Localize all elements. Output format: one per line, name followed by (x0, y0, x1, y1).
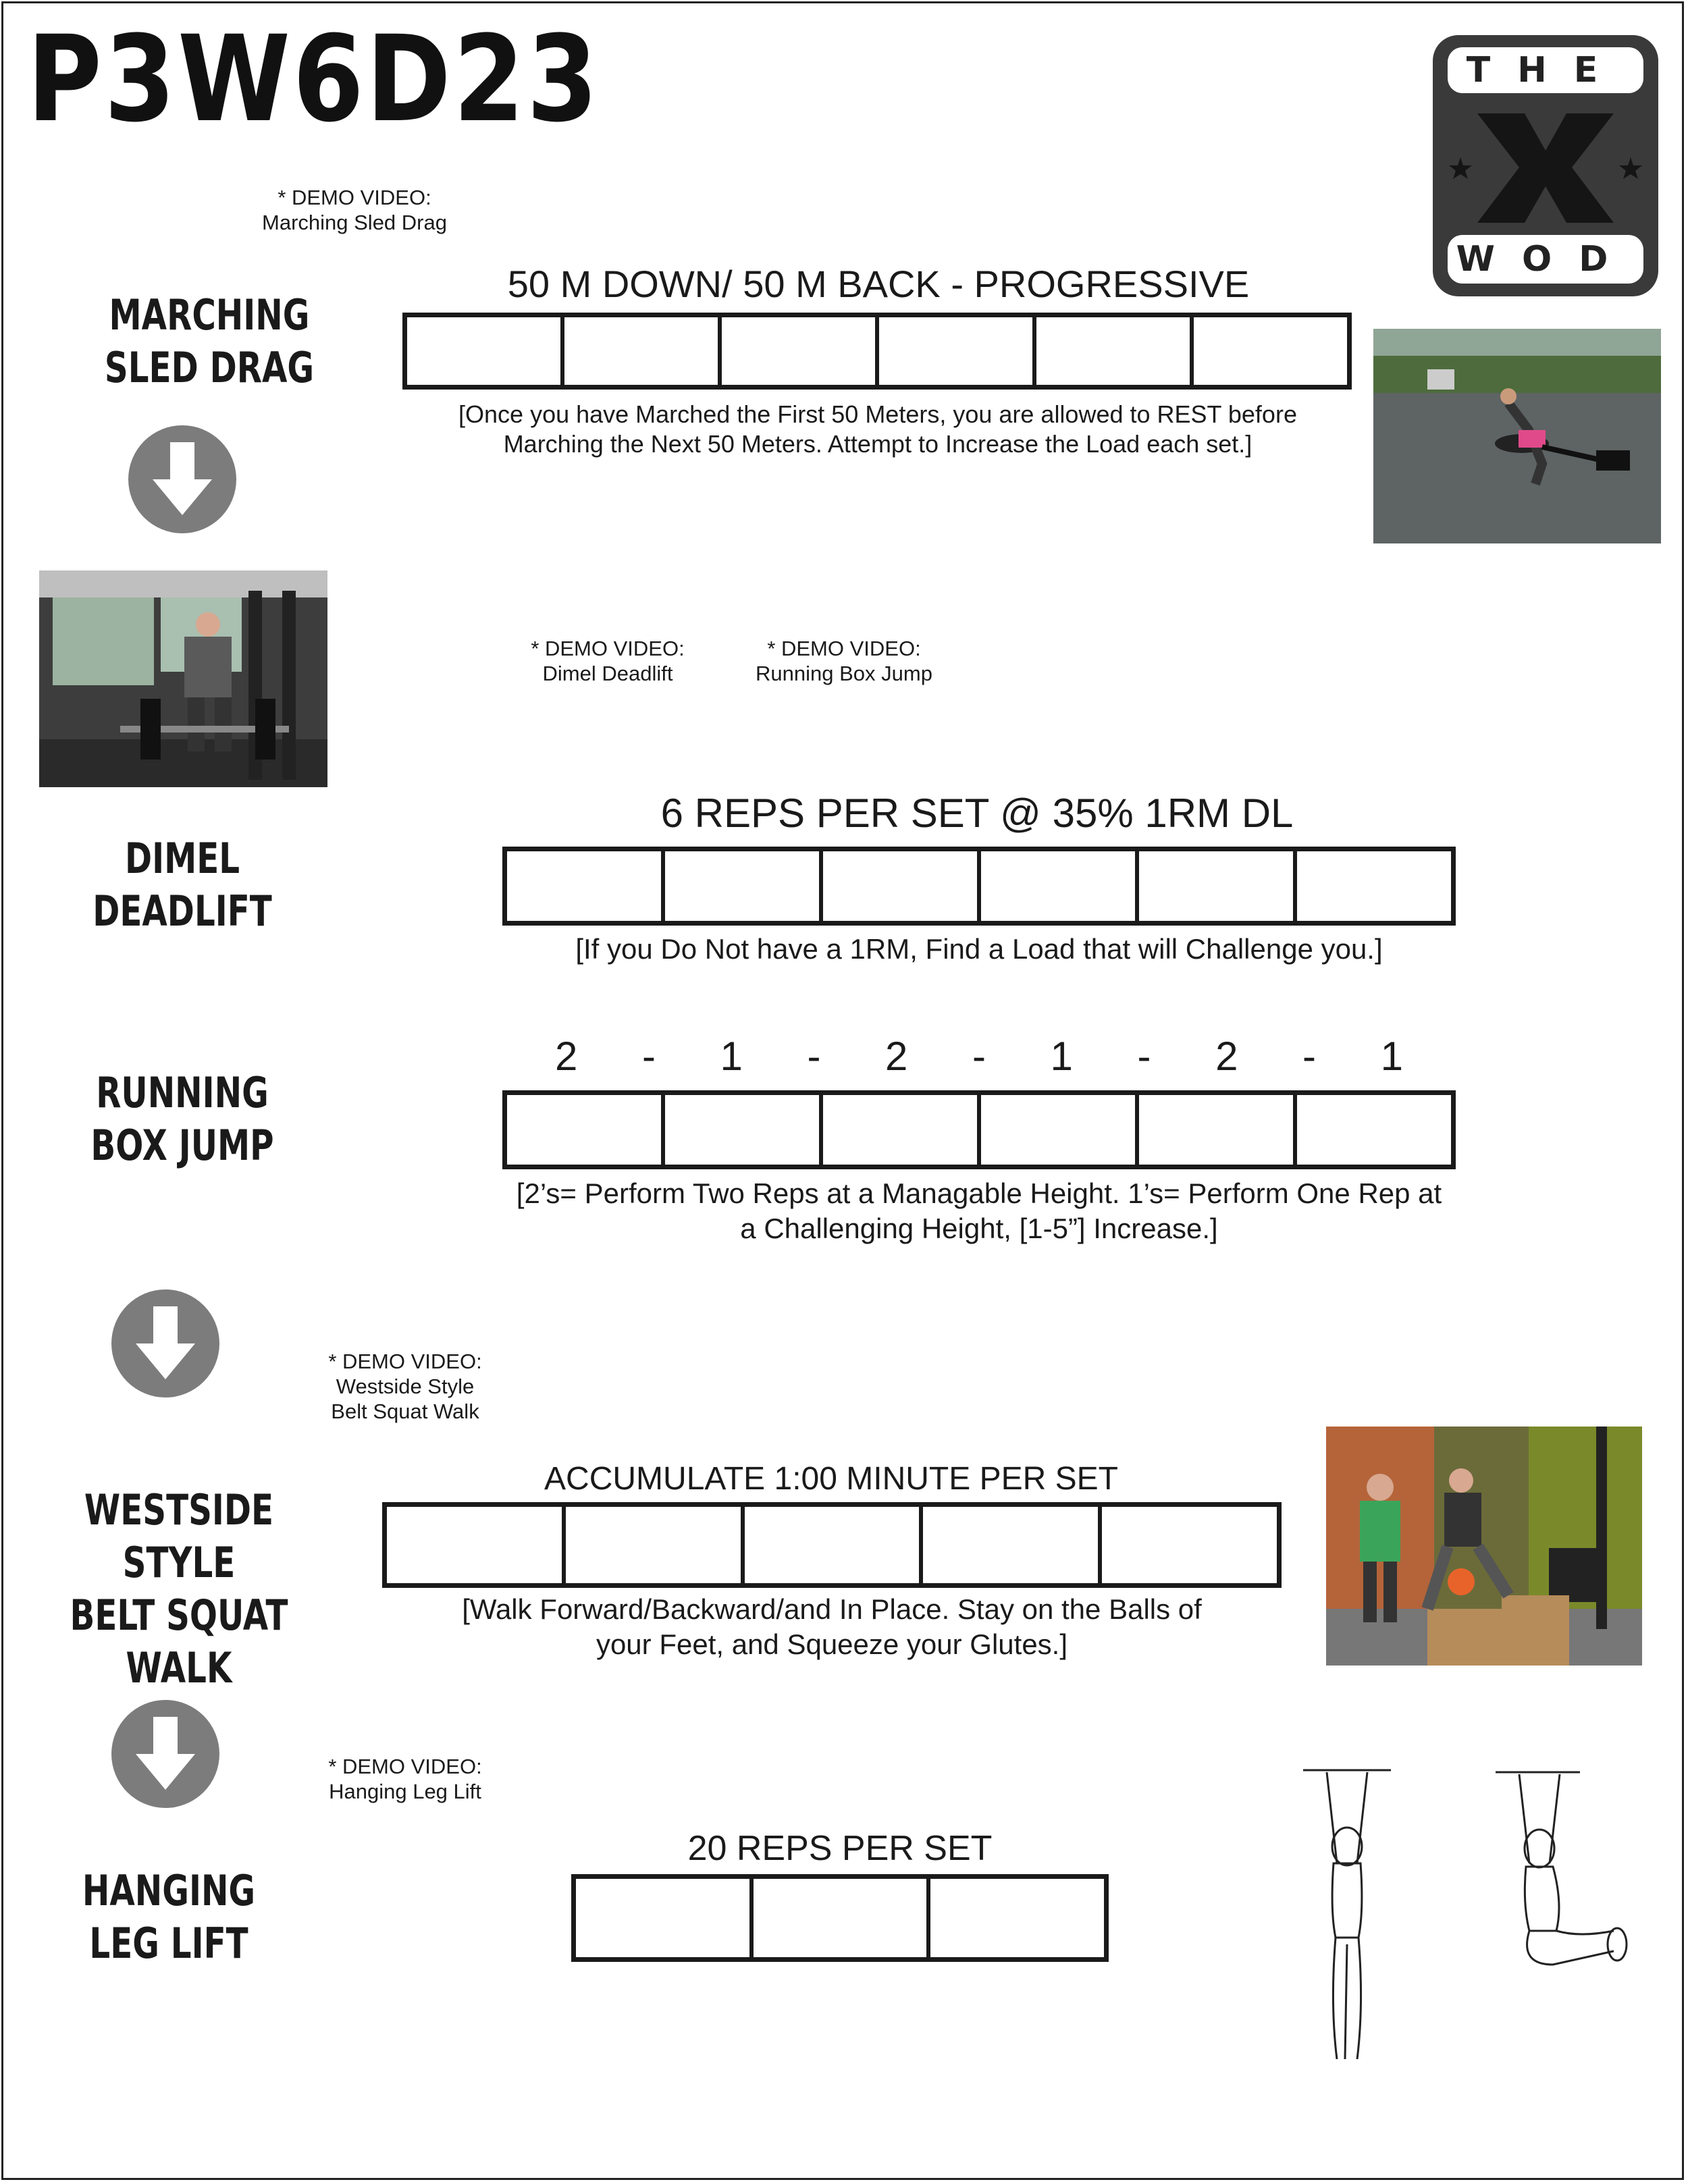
deadlift-note: [If you Do Not have a 1RM, Find a Load that will Challenge you.] (575, 933, 1383, 965)
rep-separator: - (1137, 1034, 1151, 1079)
rep-value: 1 (1050, 1034, 1073, 1079)
demo-video-link-belt-squat-walk[interactable] (297, 1349, 513, 1424)
box-jump-note: [2’s= Perform Two Reps at a Managable Height. 1’s= Perform One Rep at a Challenging Height, [1-5”] Increase.] (516, 1177, 1442, 1244)
demo-name: Westside Style (336, 1375, 475, 1398)
sled-drag-demo-photo (1373, 329, 1661, 543)
hanging-leg-lift-illustration (1296, 1762, 1647, 2073)
set-box[interactable] (1036, 317, 1194, 385)
demo-name: Dimel Deadlift (542, 662, 673, 685)
logo-bottom-text: WOD (1456, 239, 1635, 279)
demo-video-link-sled-drag[interactable] (223, 185, 486, 235)
set-box[interactable] (576, 1879, 754, 1957)
rep-value: 2 (555, 1034, 578, 1079)
set-box[interactable] (923, 1507, 1102, 1583)
down-arrow-icon (111, 1289, 219, 1397)
down-arrow-icon (128, 425, 236, 533)
set-box[interactable] (823, 1095, 981, 1165)
demo-label: * DEMO VIDEO: (278, 186, 431, 209)
belt-squat-prescription: ACCUMULATE 1:00 MINUTE PER SET (544, 1461, 1118, 1497)
demo-name: Hanging Leg Lift (329, 1780, 481, 1803)
demo-name: Belt Squat Walk (331, 1400, 479, 1423)
set-box[interactable] (823, 851, 981, 921)
set-box[interactable] (507, 1095, 665, 1165)
set-box[interactable] (1297, 851, 1451, 921)
demo-name: Marching Sled Drag (262, 211, 447, 234)
belt-squat-walk-demo-photo (1326, 1427, 1642, 1666)
exercise-name-running-box-jump: RUNNING BOX JUMP (90, 1068, 274, 1170)
set-box[interactable] (1194, 317, 1347, 385)
belt-squat-set-boxes (382, 1502, 1282, 1588)
exercise-name-hanging-leg-lift: HANGING LEG LIFT (82, 1866, 256, 1968)
demo-video-link-dimel-deadlift[interactable] (500, 636, 716, 686)
rep-separator: - (1302, 1034, 1316, 1079)
down-arrow-icon (111, 1700, 219, 1808)
set-box[interactable] (1139, 851, 1297, 921)
demo-label: * DEMO VIDEO: (328, 1350, 482, 1373)
set-box[interactable] (981, 1095, 1139, 1165)
set-box[interactable] (566, 1507, 745, 1583)
set-box[interactable] (754, 1879, 931, 1957)
sled-drag-set-boxes (402, 313, 1352, 390)
rep-value: 2 (885, 1034, 908, 1079)
demo-video-link-hanging-leg-lift[interactable] (297, 1754, 513, 1804)
exercise-name-dimel-deadlift: DIMEL DEADLIFT (93, 834, 272, 936)
set-box[interactable] (1297, 1095, 1451, 1165)
set-box[interactable] (407, 317, 564, 385)
rep-value: 1 (1380, 1034, 1403, 1079)
set-box[interactable] (1139, 1095, 1297, 1165)
demo-video-link-running-box-jump[interactable] (729, 636, 959, 686)
rep-value: 1 (720, 1034, 743, 1079)
rep-value: 2 (1215, 1034, 1238, 1079)
leg-lift-set-boxes (571, 1874, 1109, 1962)
deadlift-prescription: 6 REPS PER SET @ 35% 1RM DL (660, 791, 1294, 836)
set-box[interactable] (745, 1507, 924, 1583)
demo-label: * DEMO VIDEO: (328, 1755, 482, 1778)
set-box[interactable] (564, 317, 722, 385)
set-box[interactable] (981, 851, 1139, 921)
demo-name: Running Box Jump (756, 662, 932, 685)
logo-top-text: THE (1466, 50, 1625, 90)
page-title: P3W6D23 (27, 10, 600, 149)
box-jump-rep-scheme (555, 1033, 1403, 1080)
set-box[interactable] (387, 1507, 566, 1583)
rep-separator: - (807, 1034, 821, 1079)
exercise-name-westside-belt-squat-walk: WESTSIDE STYLE BELT SQUAT WALK (70, 1485, 288, 1693)
set-box[interactable] (879, 317, 1036, 385)
deadlift-set-boxes (502, 847, 1456, 926)
the-x-wod-logo (1430, 32, 1661, 299)
demo-label: * DEMO VIDEO: (767, 637, 921, 660)
dimel-deadlift-demo-photo (39, 570, 327, 787)
rep-separator: - (972, 1034, 986, 1079)
set-box[interactable] (930, 1879, 1104, 1957)
demo-label: * DEMO VIDEO: (531, 637, 685, 660)
set-box[interactable] (1102, 1507, 1277, 1583)
set-box[interactable] (665, 851, 823, 921)
sled-drag-prescription: 50 M DOWN/ 50 M BACK - PROGRESSIVE (507, 263, 1250, 305)
rep-separator: - (641, 1034, 656, 1079)
exercise-name-marching-sled-drag: MARCHING SLED DRAG (104, 290, 315, 392)
set-box[interactable] (722, 317, 879, 385)
sled-drag-note: [Once you have Marched the First 50 Meters, you are allowed to REST before Marching the Next 50 Meters. Attempt to Increase the Load each set.] (458, 400, 1297, 458)
leg-lift-prescription: 20 REPS PER SET (687, 1829, 993, 1868)
set-box[interactable] (665, 1095, 823, 1165)
box-jump-set-boxes (502, 1090, 1456, 1169)
belt-squat-note: [Walk Forward/Backward/and In Place. Stay on the Balls of your Feet, and Squeeze your Glutes.] (462, 1593, 1202, 1660)
set-box[interactable] (507, 851, 665, 921)
